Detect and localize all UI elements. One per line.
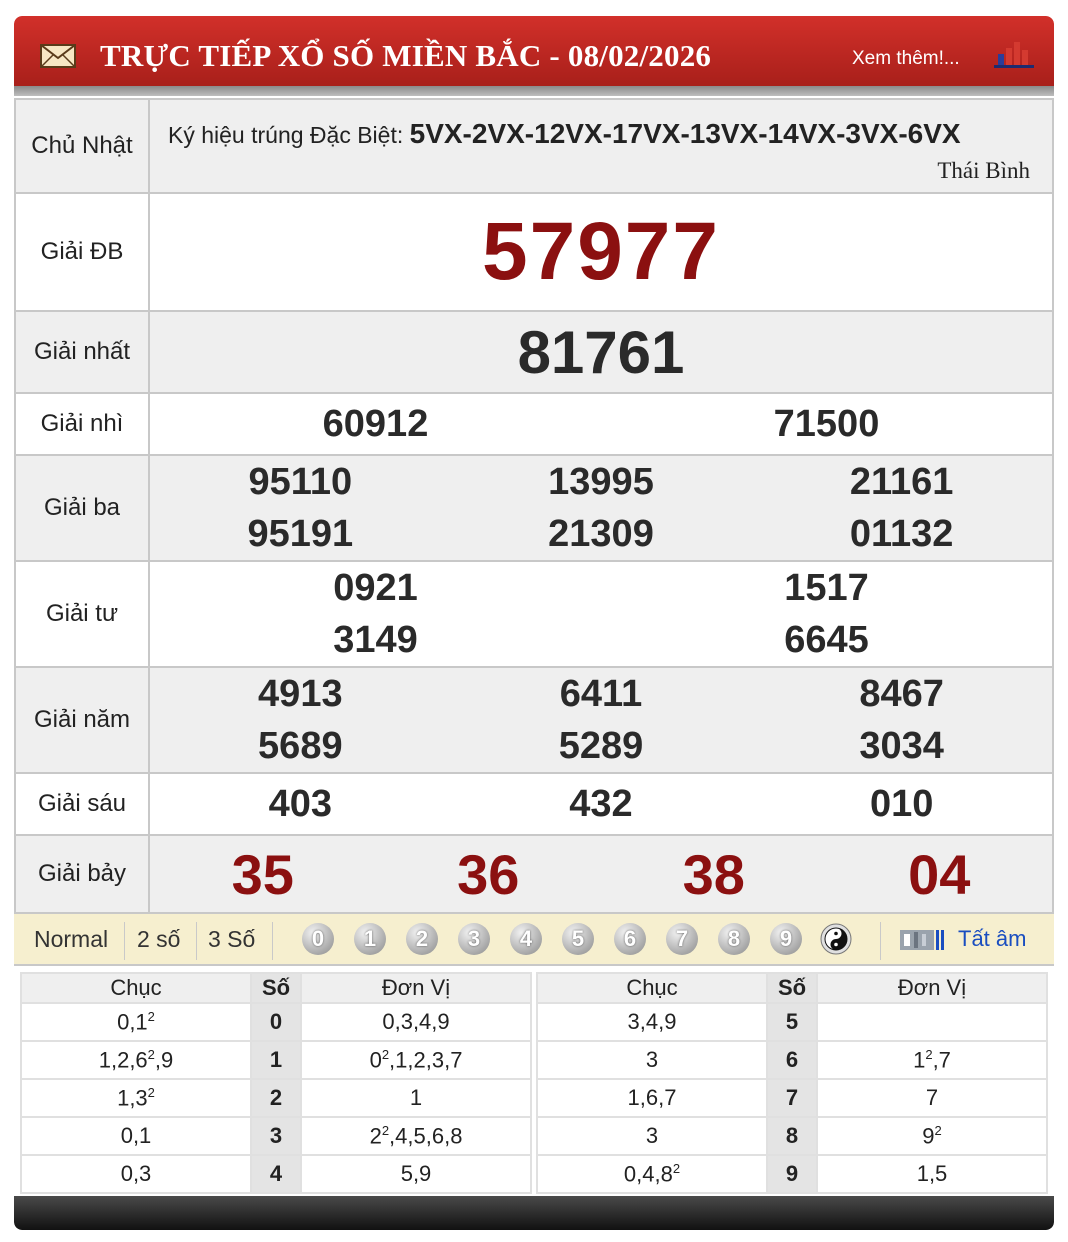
tens-cell: 0,3 bbox=[21, 1155, 251, 1193]
prize-number: 60912 bbox=[322, 403, 429, 445]
tens-cell: 0,1 bbox=[21, 1117, 251, 1155]
prize-number: 8467 bbox=[859, 673, 944, 715]
digit-ball-0[interactable]: 0 bbox=[302, 923, 334, 955]
divider bbox=[880, 922, 881, 960]
speaker-mute-icon[interactable] bbox=[898, 926, 946, 954]
prize-label-g4: Giải tư bbox=[15, 561, 149, 667]
column-header-donvi: Đơn Vị bbox=[301, 973, 531, 1003]
units-cell: 7 bbox=[817, 1079, 1047, 1117]
prize-label-db: Giải ĐB bbox=[15, 193, 149, 311]
special-codes-label: Ký hiệu trúng Đặc Biệt: bbox=[168, 122, 410, 148]
see-more-link[interactable]: Xem thêm!... bbox=[852, 48, 960, 69]
units-cell: 5,9 bbox=[301, 1155, 531, 1193]
tens-cell: 3,4,9 bbox=[537, 1003, 767, 1041]
digit-ball-8[interactable]: 8 bbox=[718, 923, 750, 955]
tens-cell: $0,1^2$ bbox=[21, 1003, 251, 1041]
table-row bbox=[21, 1117, 531, 1155]
divider bbox=[196, 922, 197, 960]
prize-label-g7: Giải bảy bbox=[15, 835, 149, 913]
table-row bbox=[537, 1003, 1047, 1041]
envelope-icon bbox=[40, 44, 76, 68]
digit-cell: 7 bbox=[767, 1079, 817, 1117]
results-table bbox=[14, 98, 1054, 914]
prize-number: 5289 bbox=[558, 725, 644, 767]
prize-number: 3149 bbox=[333, 619, 418, 661]
prize-label-g6: Giải sáu bbox=[15, 773, 149, 835]
units-cell bbox=[817, 1003, 1047, 1041]
table-row bbox=[21, 1079, 531, 1117]
table-row bbox=[21, 1003, 531, 1041]
tens-cell: 3 bbox=[537, 1041, 767, 1079]
prize-label-g2: Giải nhì bbox=[15, 393, 149, 455]
table-row bbox=[537, 1155, 1047, 1193]
table-row bbox=[537, 1041, 1047, 1079]
prize-number: 0921 bbox=[333, 567, 418, 609]
loto-table-right bbox=[536, 972, 1048, 1194]
column-header-donvi: Đơn Vị bbox=[817, 973, 1047, 1003]
digit-ball-4[interactable]: 4 bbox=[510, 923, 542, 955]
divider bbox=[272, 922, 273, 960]
page-title: TRỰC TIẾP XỔ SỐ MIỀN BẮC - 08/02/2026 bbox=[100, 38, 712, 73]
digit-cell: 1 bbox=[251, 1041, 301, 1079]
prize-number: 432 bbox=[569, 783, 633, 825]
prize-number: 21161 bbox=[849, 461, 954, 503]
prize-number: 1517 bbox=[784, 567, 869, 609]
prize-number: 04 bbox=[908, 842, 971, 906]
prize-label-g5: Giải năm bbox=[15, 667, 149, 773]
prize-number: 21309 bbox=[548, 513, 654, 555]
prize-number: 13995 bbox=[548, 461, 654, 503]
results-panel bbox=[14, 16, 1054, 1230]
digit-cell: 2 bbox=[251, 1079, 301, 1117]
tens-cell: 1,6,7 bbox=[537, 1079, 767, 1117]
prize-number: 3034 bbox=[859, 725, 944, 767]
province-name: Thái Bình bbox=[937, 158, 1030, 183]
units-cell: $0^2,1,2,3,7$ bbox=[301, 1041, 531, 1079]
prize-number: 01132 bbox=[849, 513, 954, 555]
display-toolbar bbox=[14, 912, 1054, 966]
digit-ball-1[interactable]: 1 bbox=[354, 923, 386, 955]
tens-cell: 1,2,6$^2$,9 bbox=[21, 1041, 251, 1079]
header-underline bbox=[14, 86, 1054, 96]
special-codes-cell bbox=[149, 99, 1053, 193]
divider bbox=[124, 922, 125, 960]
prize-number: 95191 bbox=[247, 513, 354, 555]
units-cell: $2^2,4,5,6,8$ bbox=[301, 1117, 531, 1155]
digit-cell: 8 bbox=[767, 1117, 817, 1155]
table-row bbox=[21, 1041, 531, 1079]
prize-number: 6645 bbox=[784, 619, 869, 661]
prize-number: 010 bbox=[869, 783, 934, 825]
units-cell: 1 bbox=[301, 1079, 531, 1117]
prize-number: 71500 bbox=[773, 403, 880, 445]
mode-normal-button[interactable]: Normal bbox=[34, 926, 109, 952]
prize-number: 95110 bbox=[248, 461, 353, 503]
first-prize-number: 81761 bbox=[517, 318, 685, 386]
loto-table-left bbox=[20, 972, 532, 1194]
mode-3-digit-button[interactable]: 3 Số bbox=[208, 926, 256, 952]
digit-ball-7[interactable]: 7 bbox=[666, 923, 698, 955]
units-cell: 0,3,4,9 bbox=[301, 1003, 531, 1041]
digit-ball-5[interactable]: 5 bbox=[562, 923, 594, 955]
tens-cell: $1,3^2$ bbox=[21, 1079, 251, 1117]
digit-cell: 5 bbox=[767, 1003, 817, 1041]
digit-cell: 3 bbox=[251, 1117, 301, 1155]
units-cell: $1^2,7$ bbox=[817, 1041, 1047, 1079]
table-row bbox=[537, 1117, 1047, 1155]
prize-number: 403 bbox=[268, 783, 333, 825]
bar-chart-icon[interactable] bbox=[994, 40, 1034, 68]
prize-number: 6411 bbox=[559, 673, 643, 715]
digit-cell: 0 bbox=[251, 1003, 301, 1041]
footer-bar bbox=[14, 1196, 1054, 1230]
units-cell: $9^2$ bbox=[817, 1117, 1047, 1155]
digit-cell: 4 bbox=[251, 1155, 301, 1193]
table-row bbox=[537, 1079, 1047, 1117]
digit-ball-9[interactable]: 9 bbox=[770, 923, 802, 955]
mode-2-digit-button[interactable]: 2 số bbox=[137, 926, 181, 952]
day-label: Chủ Nhật bbox=[15, 99, 149, 193]
digit-cell: 6 bbox=[767, 1041, 817, 1079]
column-header-so: Số bbox=[767, 973, 817, 1003]
prize-label-g1: Giải nhất bbox=[15, 311, 149, 393]
digit-ball-6[interactable]: 6 bbox=[614, 923, 646, 955]
digit-cell: 9 bbox=[767, 1155, 817, 1193]
mute-all-button[interactable]: Tất âm bbox=[958, 926, 1027, 951]
prize-number: 36 bbox=[457, 842, 520, 906]
special-prize-number: 57977 bbox=[481, 206, 721, 297]
header-bar bbox=[14, 16, 1054, 96]
special-codes: 5VX-2VX-12VX-17VX-13VX-14VX-3VX-6VX bbox=[409, 118, 961, 149]
column-header-so: Số bbox=[251, 973, 301, 1003]
prize-number: 35 bbox=[231, 842, 294, 906]
tens-cell: 0,4,8$^2$ bbox=[537, 1155, 767, 1193]
tens-cell: 3 bbox=[537, 1117, 767, 1155]
column-header-chuc: Chục bbox=[21, 973, 251, 1003]
table-row bbox=[21, 1155, 531, 1193]
prize-number: 4913 bbox=[258, 673, 343, 715]
yin-yang-icon[interactable] bbox=[820, 923, 852, 955]
digit-ball-2[interactable]: 2 bbox=[406, 923, 438, 955]
units-cell: 1,5 bbox=[817, 1155, 1047, 1193]
column-header-chuc: Chục bbox=[537, 973, 767, 1003]
digit-ball-3[interactable]: 3 bbox=[458, 923, 490, 955]
prize-label-g3: Giải ba bbox=[15, 455, 149, 561]
prize-number: 38 bbox=[682, 842, 745, 906]
prize-number: 5689 bbox=[258, 725, 343, 767]
